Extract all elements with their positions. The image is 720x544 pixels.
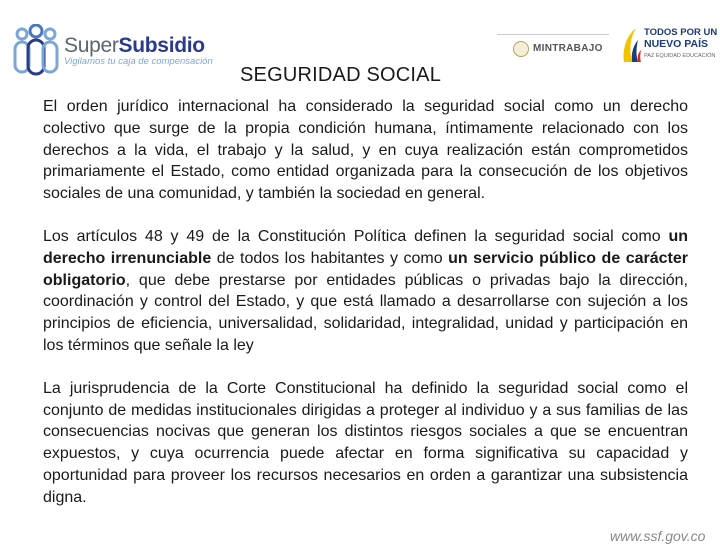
paragraph2-text-3: , que debe prestarse por entidades públicas o privadas bajo la dirección, coordinación y control del Estado, y que está llamado a desarrollarse con sujeción a los principios de eficiencia, universalidad, solidaridad, integralidad, unidad y participación en los términos que señale la ley [43, 271, 688, 354]
supersubsidio-logo [12, 22, 227, 77]
coat-of-arms-icon [513, 41, 529, 57]
gov-slogan-line1: TODOS POR UN [644, 27, 718, 38]
paragraph2-bold-1: un derecho irrenunciable [43, 227, 688, 267]
gov-slogan-line2: NUEVO PAÍS [644, 38, 708, 50]
brand-name [64, 34, 205, 58]
paragraph2-text-2: de todos los habitantes y como [211, 249, 449, 267]
paragraph-jurisprudence: La jurisprudencia de la Corte Constitucional ha definido la seguridad social como el conjunto de medidas institucionales dirigidas a proteger al individuo y a sus familias de las consecuencias nocivas que generan los distintos riesgos sociales a que se encuentran expuestos, y cuya ocurrencia puede afectar en forma significativa su capacidad y oportunidad para proveer los recursos necesarios en orden a garantizar una subsistencia digna. [43, 379, 688, 506]
gobierno-logo [618, 24, 718, 68]
brand-tagline: Vigilamos tu caja de compensación [64, 56, 213, 67]
paragraph2-text-1: Los artículos 48 y 49 de la Constitución Política definen la seguridad social como [43, 227, 669, 245]
mintrabajo-logo [497, 34, 609, 64]
ministry-name: MINTRABAJO [533, 43, 603, 54]
paragraph-international-order: El orden jurídico internacional ha considerado la seguridad social como un derecho colectivo que surge de la propia condición humana, íntimamente relacionado con los derechos a la vida, el trabajo y la salud, y en cuya realización están comprometidos primariamente el Estado, como entidad organizada para la consecución de los objetivos sociales de una comunidad, y también la sociedad en general. [43, 98, 688, 203]
paragraph-constitution [43, 226, 688, 357]
footer-url[interactable]: www.ssf.gov.co [610, 528, 706, 544]
gov-slogan-line3: PAZ EQUIDAD EDUCACIÓN [644, 53, 716, 59]
divider [497, 34, 609, 35]
page-title: SEGURIDAD SOCIAL [240, 64, 442, 86]
supersubsidio-people-icon [12, 24, 60, 76]
brand-subsidio: Subsidio [118, 34, 205, 57]
brand-super: Super [64, 34, 119, 57]
gobierno-brushstroke-icon [620, 26, 642, 66]
main-content [43, 96, 688, 509]
paragraph2-bold-2: un servicio público de carácter obligatorio [43, 249, 689, 289]
